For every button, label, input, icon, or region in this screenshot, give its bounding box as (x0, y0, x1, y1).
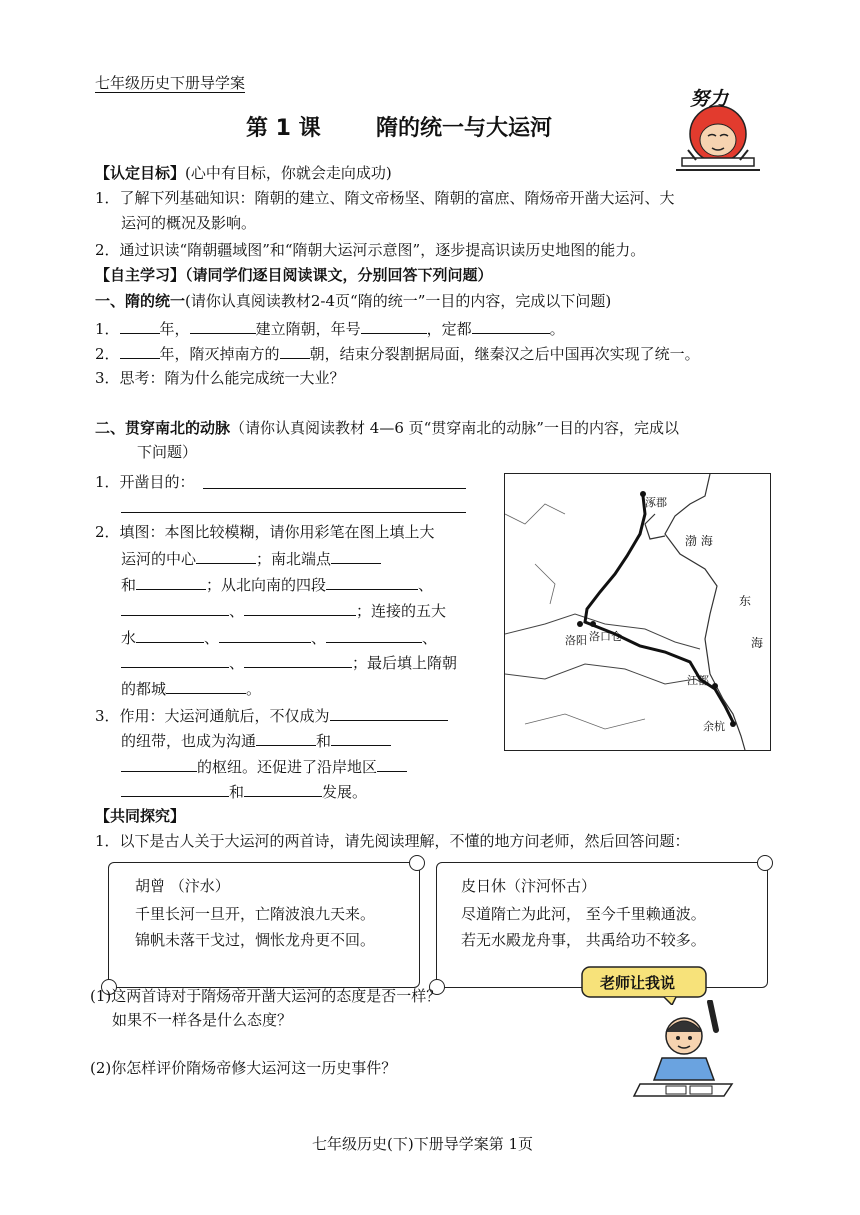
q2-sep-3: 、 (204, 629, 220, 647)
part2-note-line2: 下问题） (137, 443, 198, 461)
q3-blank-b[interactable] (331, 730, 391, 746)
scroll-curl-icon (757, 855, 773, 871)
grand-canal-map-drawing (505, 474, 770, 750)
q2-line5 (121, 627, 437, 648)
sub-question-2: (2)你怎样评价隋炀帝修大运河这一历史事件？ (90, 1059, 397, 1077)
q1-blank-era[interactable] (361, 318, 427, 334)
q2-sep-1: 、 (418, 576, 434, 594)
q2-text-water: 水 (121, 629, 137, 647)
poem1-line2: 锦帆未落干戈过，惆怅龙舟更不回。 (135, 931, 376, 949)
scroll-curl-icon (409, 855, 425, 871)
map-dot-luoyang (577, 621, 583, 627)
q1-text-d: 。 (549, 320, 565, 338)
q3-blank-c[interactable] (121, 756, 197, 772)
objective-2: 2．通过识读“隋朝疆域图”和“隋朝大运河示意图”，逐步提高识读历史地图的能力。 (95, 241, 646, 259)
page-footer: 七年级历史(下)下册导学案第 1页 (312, 1135, 534, 1153)
part1-title-line (95, 291, 611, 311)
q1-text-c: ，定都 (426, 320, 472, 338)
q2-text-capital-label: 的都城 (121, 680, 167, 698)
q3-blank-e[interactable] (121, 781, 229, 797)
q2-blank-river4[interactable] (121, 652, 229, 668)
q3-text-end: 发展。 (322, 783, 368, 801)
map-label-luokoucang: 洛口仓 (589, 630, 622, 643)
part1-title: 一、隋的统一 (95, 292, 186, 310)
q2-sep-6: 、 (229, 654, 245, 672)
q2-blank-section3[interactable] (244, 600, 356, 616)
part2-title-line (95, 418, 679, 438)
map-label-bohai: 渤 海 (685, 534, 713, 548)
objectives-heading: 【认定目标】 (95, 164, 186, 182)
part2-title: 二、贯穿南北的动脉 (95, 419, 231, 437)
q2-blank-south[interactable] (136, 574, 206, 590)
part1-q1 (95, 318, 565, 339)
q1-blank-founder[interactable] (190, 318, 256, 334)
q2-blank-river5[interactable] (244, 652, 352, 668)
mascot-effort-text: 努力 (690, 88, 729, 110)
lesson-title: 隋的统一与大运河 (376, 116, 553, 141)
q3-text-b: 的纽带，也成为沟通 (121, 732, 257, 750)
poem1-line1: 千里长河一旦开，亡隋波浪九天来。 (135, 905, 376, 923)
sub-question-1-line2: 如果不一样各是什么态度？ (112, 1011, 293, 1029)
q2-text-b: 朝，结束分裂割据局面，继秦汉之后中国再次实现了统一。 (309, 345, 700, 363)
inquiry-q1: 1．以下是古人关于大运河的两首诗，请先阅读理解，不懂的地方问老师，然后回答问题： (95, 832, 690, 850)
q3-line3 (121, 756, 407, 777)
q3-line1 (95, 705, 448, 726)
q2-text-sections: ；从北向南的四段 (206, 576, 327, 594)
map-label-hai: 海 (751, 636, 764, 650)
q1-blank-capital[interactable] (472, 318, 550, 334)
speech-bubble (580, 965, 708, 1001)
grand-canal-map (504, 473, 771, 751)
q2-sep-5: 、 (422, 629, 438, 647)
poem2-author: 皮日休（汴河怀古） (461, 877, 597, 895)
q2-blank-river3[interactable] (326, 627, 422, 643)
q2-number: 2． (95, 345, 120, 363)
mascot-effort (668, 82, 768, 178)
q1-answer-line-1[interactable] (203, 488, 466, 489)
q2-blank-section2[interactable] (121, 600, 229, 616)
part2-note: （请你认真阅读教材 4—6 页“贯穿南北的动脉”一目的内容，完成以 (230, 419, 679, 437)
part1-q3: 3．思考：隋为什么能完成统一大业？ (95, 369, 345, 387)
q3-blank-d[interactable] (377, 756, 407, 772)
q2-text-capital: ；最后填上隋朝 (352, 654, 458, 672)
q2-blank-section1[interactable] (326, 574, 418, 590)
poem-scroll-1 (108, 862, 420, 988)
q3-text-a: 3．作用：大运河通航后，不仅成为 (95, 707, 330, 725)
inquiry-heading: 【共同探究】 (95, 807, 186, 825)
q1-text-b: 建立隋朝，年号 (255, 320, 361, 338)
map-label-zhuojun: 涿郡 (645, 496, 667, 509)
speech-bubble-text: 老师让我说 (600, 974, 676, 992)
q3-line4 (121, 781, 367, 802)
poem1-author: 胡曾 （汴水） (135, 877, 230, 895)
q2-line7 (121, 678, 261, 699)
map-label-dong: 东 (739, 594, 752, 608)
q2-blank-north[interactable] (331, 548, 381, 564)
q2-blank-river1[interactable] (136, 627, 204, 643)
map-label-yuhang: 余杭 (703, 720, 725, 733)
map-dot-yuhang (730, 721, 736, 727)
q1-text-a: 年， (159, 320, 190, 338)
q2-line2 (121, 548, 381, 569)
sub-question-1-line1: (1)这两首诗对于隋炀帝开凿大运河的态度是否一样？ (90, 987, 442, 1005)
q2-sep-2: 、 (229, 602, 245, 620)
objectives-line (95, 163, 392, 183)
q1-blank-year[interactable] (120, 318, 160, 334)
poem2-line2: 若无水殿龙舟事， 共禹给功不较多。 (461, 931, 706, 949)
q2-blank-year[interactable] (120, 343, 160, 359)
objective-1-line1: 1．了解下列基础知识：隋朝的建立、隋文帝杨坚、隋朝的富庶、隋炀帝开凿大运河、大 (95, 189, 675, 207)
q3-blank-link[interactable] (330, 705, 448, 721)
q2-line4 (121, 600, 446, 621)
poem2-line1: 尽道隋亡为此河， 至今千里赖通波。 (461, 905, 706, 923)
q2-blank-center[interactable] (196, 548, 256, 564)
map-dot-luokoucang (590, 621, 596, 627)
q2-line3 (121, 574, 433, 595)
q2-line6 (121, 652, 457, 673)
q3-text-and: 和 (316, 732, 332, 750)
q2-sep-4: 、 (311, 629, 327, 647)
q1-number: 1． (95, 320, 120, 338)
q3-blank-a[interactable] (256, 730, 316, 746)
running-title: 七年级历史下册导学案 (95, 74, 246, 92)
q2-line1: 2．填图：本图比较模糊，请你用彩笔在图上填上大 (95, 523, 435, 541)
self-study-heading: 【自主学习】（请同学们逐目阅读课文，分别回答下列问题） (95, 266, 493, 284)
q3-blank-f[interactable] (244, 781, 322, 797)
map-label-luoyang: 洛阳 (565, 634, 587, 647)
q1-answer-line-2[interactable] (121, 512, 466, 513)
q2-blank-dynasty[interactable] (280, 343, 310, 359)
part2-q1: 1．开凿目的： (95, 473, 195, 491)
part1-note: (请你认真阅读教材2-4页“隋的统一”一目的内容，完成以下问题) (185, 292, 612, 310)
q3-line2 (121, 730, 391, 751)
part1-q2 (95, 343, 700, 364)
q2-text-and: 和 (121, 576, 137, 594)
q2-text-center: 运河的中心 (121, 550, 197, 568)
map-label-jiangdu: 江都 (687, 674, 709, 687)
q3-text-and2: 和 (229, 783, 245, 801)
q2-blank-capital[interactable] (166, 678, 246, 694)
objective-1-line2: 运河的概况及影响。 (121, 214, 257, 232)
q2-text-end: 。 (246, 680, 262, 698)
q3-text-c: 的枢纽。还促进了沿岸地区 (197, 758, 378, 776)
objectives-subtitle: (心中有目标，你就会走向成功) (185, 164, 392, 182)
student-raising-hand-icon (632, 1000, 742, 1100)
q2-text-rivers: ；连接的五大 (356, 602, 447, 620)
student-illustration (632, 1000, 742, 1100)
q2-text-endpoints: ；南北端点 (256, 550, 332, 568)
q2-text-a: 年，隋灭掉南方的 (159, 345, 280, 363)
map-dot-jiangdu (712, 683, 718, 689)
lesson-number: 第 1 课 (246, 116, 321, 141)
q2-blank-river2[interactable] (219, 627, 311, 643)
